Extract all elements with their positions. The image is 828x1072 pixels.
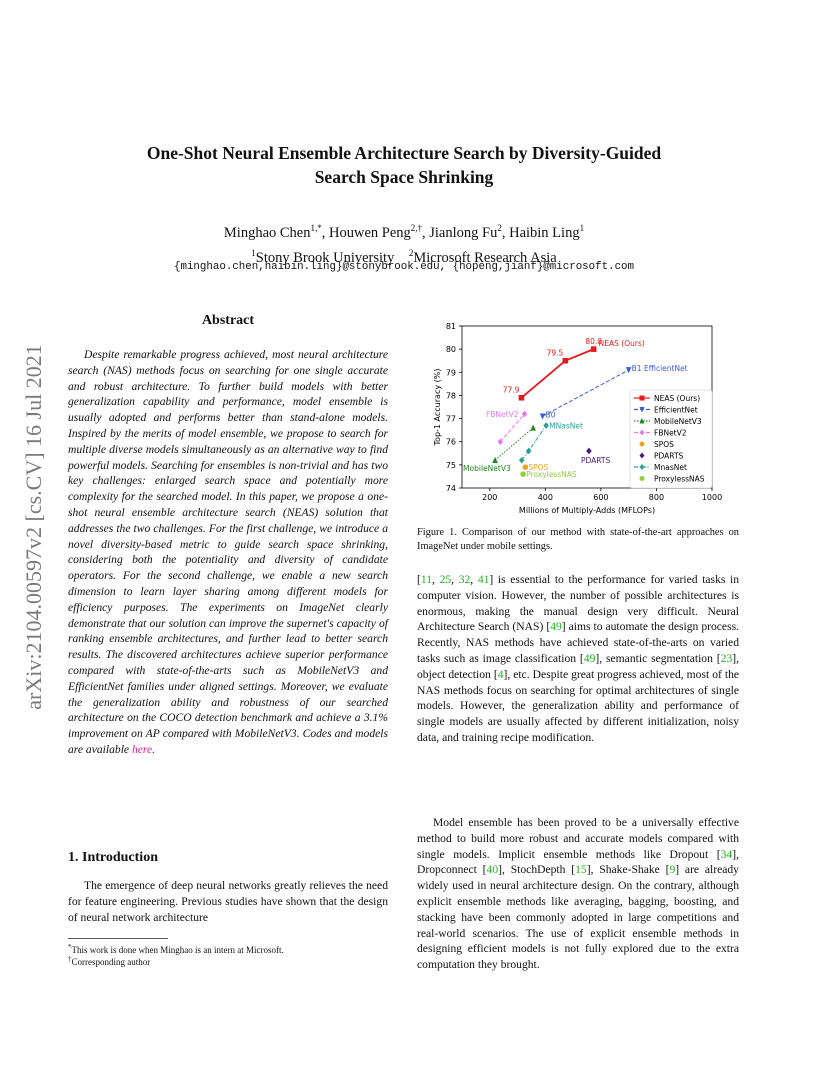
y-tick-label: 77 (445, 414, 456, 424)
series-end-label: NEAS (Ours) (598, 339, 645, 349)
citation[interactable]: 9 (669, 863, 676, 877)
x-tick-label: 800 (648, 493, 665, 502)
data-point (519, 395, 525, 401)
legend-label: SPOS (654, 439, 674, 449)
legend-marker (640, 442, 645, 447)
y-tick-label: 80 (445, 345, 456, 355)
footnote-text: Corresponding author (71, 957, 151, 967)
p2-t2: , Dropconnect (417, 847, 739, 877)
citation[interactable]: 15 (575, 863, 587, 877)
y-tick-label: 79 (445, 368, 456, 378)
author-sup: 1,* (310, 223, 322, 233)
series-line (522, 426, 546, 461)
citation[interactable]: 11 (420, 573, 433, 586)
citation[interactable]: 4 (497, 667, 504, 681)
data-label: ProxylessNAS (526, 470, 577, 480)
x-tick-label: 600 (593, 493, 609, 502)
data-label: 79.5 (546, 348, 564, 358)
data-point (626, 367, 632, 373)
legend-label: ProxylessNAS (654, 474, 705, 484)
code-link[interactable]: here (131, 742, 153, 756)
series-fbnetv2 (486, 410, 527, 445)
accuracy-vs-flops-plot (418, 316, 740, 516)
arxiv-id: arXiv:2104.00597v2 [cs.CV] 16 Jul 2021 (21, 344, 46, 710)
legend-label: FBNetV2 (654, 428, 687, 438)
x-tick-label: 1000 (701, 493, 723, 502)
author-name: Houwen Peng (329, 224, 411, 241)
y-axis-label: Top-1 Accuracy (%) (433, 368, 442, 446)
series-pdarts (581, 448, 611, 465)
y-tick-label: 78 (445, 391, 456, 401)
abstract-text: Despite remarkable progress achieved, most neural architecture search (NAS) methods focus on searching for one single accurate and robust architecture. To further build models with better generalization capability and performance, model ensemble is usually adopted and performs better than stand-alone models. Inspired by the merits of model ensemble, we propose to search for multiple diverse models simultaneously as an alternative way to find powerful models. Searching for ensembles is non-trivial and has two key challenges: enlarged search space and potentially more complexity for the searched model. In this paper, we propose a one-shot neural ensemble architecture search (NEAS) solution that addresses the two challenges. For the first challenge, we introduce a novel diversity-based metric to guide search space shrinking, considering both the potentiality and diversity of candidate operators. For the second challenge, we enable a new search dimension to learn layer sharing among different models for efficiency purposes. The experiments on ImageNet clearly demonstrate that our solution can improve the supernet's capacity of ranking ensemble architectures, and further lead to better search results. The discovered architectures achieve superior performance compared with state-of-the-arts such as MobileNetV3 and EfficientNet families under aligned settings. Moreover, we evaluate the generalization ability and robustness of our searched architecture on the COCO detection benchmark and achieve a 3.1% improvement on AP compared with MobileNetV3. Codes and models are available here. (68, 348, 388, 756)
p2-t3: , StochDepth (502, 863, 566, 877)
p2-t5: are already widely used in neural architecture design. On the contrary, although explicit ensemble methods like averaging, bagging, boosting, and stacking have been commonly adopted in large competitions and real-world scenarios. The use of explicit ensemble methods in designing efficient models is not fully explored due to the extra computation they brought. (417, 863, 739, 972)
footnote-sup: * (68, 943, 72, 951)
intro-text: The emergence of deep neural networks greatly relieves the need for feature engineering. Previous studies have shown that the design of neural network architecture (68, 879, 388, 924)
citation[interactable]: 23 (720, 651, 733, 665)
author-sup: 1 (579, 223, 585, 233)
p1-text4: , object detection (417, 651, 740, 681)
footnote-text: This work is done when Minghao is an intern at Microsoft. (71, 945, 284, 955)
affil-sup: 2 (408, 247, 414, 258)
series-mnasnet (519, 422, 583, 464)
data-label: SPOS (528, 463, 549, 473)
arxiv-watermark (14, 297, 54, 757)
legend-label: NEAS (Ours) (654, 393, 701, 403)
p1-text: is essential to the performance for varied tasks in computer vision. However, the number of possible architectures is enormous, making the manual design very difficult. Neural Architecture Search (NAS) (417, 573, 740, 634)
data-label: MNasNet (549, 421, 583, 431)
author-name: Haibin Ling (509, 224, 580, 241)
author-name: Jianlong Fu (429, 224, 498, 241)
data-point (492, 457, 498, 463)
author-emails: {minghao.chen,haibin.ling}@stonybrook.edu, {hopeng,jianf}@microsoft.com (173, 261, 635, 273)
x-tick-label: 200 (482, 493, 498, 502)
author-name: Minghao Chen (223, 224, 311, 241)
data-point (563, 358, 569, 364)
legend-marker (640, 396, 645, 401)
series-neas-ours- (503, 337, 645, 400)
y-tick-label: 75 (445, 460, 456, 470)
footnote-2 (68, 953, 150, 968)
legend-label: MobileNetV3 (654, 416, 702, 426)
citation[interactable]: 34 (720, 847, 733, 861)
data-label: MobileNetV3 (463, 464, 511, 474)
p2-t4: , Shake-Shake (590, 863, 660, 877)
legend-label: PDARTS (654, 451, 684, 461)
figure-caption: Figure 1. Comparison of our method with state-of-the-art approaches on ImageNet under mobile settings. (417, 527, 739, 552)
footnote-rule (68, 938, 168, 939)
affil-sup: 1 (251, 247, 256, 258)
affil-name: Stony Brook University (255, 249, 395, 266)
data-point (530, 425, 536, 431)
data-point (520, 471, 526, 477)
citation[interactable]: 32 (458, 573, 471, 586)
chart-legend (630, 390, 712, 488)
x-tick-label: 400 (537, 493, 553, 502)
intro-heading: 1. Introduction (68, 850, 158, 865)
y-tick-label: 74 (445, 484, 456, 493)
right-paragraph-2: Model ensemble has been proved to be a universally effective method to build more robust and accurate models compared with single models. Implicit ensemble methods like Dropout [34], Dropconnect [40], StochDepth [15], Shake-Shake [9] are already widely used in neural architecture design. On the contrary, although explicit ensemble methods like averaging, bagging, boosting, and stacking have been commonly adopted in large competitions and real-world scenarios. The use of explicit ensemble methods in designing efficient models is not fully explored due to the extra computation they brought. (417, 816, 739, 972)
p1-text5: , etc. Despite great progress achieved, most of the NAS methods focus on searching for optimal architectures of single models. However, the generalization ability and performance of single models are usually affected by different initialization, noisy data, and training recipe modification. (417, 667, 740, 744)
data-label: PDARTS (580, 455, 611, 465)
affil-name: Microsoft Research Asia (413, 249, 557, 266)
data-point (543, 422, 549, 429)
author-list: Minghao Chen$^{1,*}$, Houwen Peng$^{2,\dagger}$, Jianlong Fu$^2$, Haibin Ling$^1$ (223, 223, 585, 241)
citation[interactable]: 25 (439, 573, 452, 586)
citation[interactable]: 40 (486, 863, 499, 877)
title-line-2: Search Space Shrinking (314, 167, 494, 187)
p1-text3: , semantic segmentation (599, 651, 713, 665)
citation[interactable]: 49 (583, 651, 596, 665)
author-sup: 2,† (410, 223, 423, 233)
data-label: B1 EfficientNet (631, 363, 688, 373)
data-label: 77.9 (502, 385, 520, 395)
data-point (540, 413, 546, 419)
citation[interactable]: 41 (477, 573, 490, 586)
y-tick-label: 76 (445, 437, 456, 447)
legend-label: EfficientNet (654, 405, 698, 415)
p1-text2: aims to automate the design process. Recently, NAS methods have achieved state-of-the-arts on varied tasks such as image classification (417, 620, 739, 665)
footnote-sup: † (68, 955, 72, 963)
legend-marker (640, 476, 645, 481)
data-label: 80.0 (585, 337, 603, 347)
title-line-1: One-Shot Neural Ensemble Architecture Search by Diversity-Guided (146, 143, 662, 163)
abstract-body: Despite remarkable progress achieved, most neural architecture search (NAS) methods focus on searching for one single accurate and robust architecture. To further build models with better generalization capability and performance, model ensemble is usually adopted and performs better than stand-alone models. Inspired by the merits of model ensemble, we propose to search for multiple diverse models simultaneously as an alternative way to find powerful models. Searching for ensembles is non-trivial and has two key challenges: enlarged search space and potentially more complexity for the searched model. In this paper, we propose a one-shot neural ensemble architecture search (NEAS) solution that addresses the two challenges. For the first challenge, we introduce a novel diversity-based metric to guide search space shrinking, considering both the potentiality and diversity of candidate operators. For the second challenge, we enable a new search dimension to learn layer sharing among different models for efficiency purposes. The experiments on ImageNet clearly demonstrate that our solution can improve the supernet's capacity of ranking ensemble architectures, and further lead to better search results. The discovered architectures achieve superior performance compared with state-of-the-arts such as MobileNetV3 and EfficientNet families under aligned settings. Moreover, we evaluate the generalization ability and robustness of our searched architecture on the COCO detection benchmark and achieve a 3.1% improvement on AP compared with MobileNetV3. Codes and models are available (68, 348, 388, 756)
data-point (591, 346, 597, 352)
p2-t1: Model ensemble has been proved to be a universally effective method to build more robust and accurate models compared with single models. Implicit ensemble methods like Dropout (417, 816, 739, 861)
y-tick-label: 81 (445, 322, 456, 331)
figure-1-chart (418, 316, 740, 516)
author-sup: 2 (497, 223, 502, 233)
abstract-heading: Abstract (201, 313, 255, 328)
data-label: B0 (545, 410, 556, 420)
data-label: FBNetV2 (485, 409, 519, 419)
citation[interactable]: 49 (550, 620, 562, 634)
right-paragraph-1: [11, 25, 32, 41] is essential to the performance for varied tasks in computer vision. However, the number of possible architectures is enormous, making the manual design very difficult. Neural Architecture Search (NAS) [49] aims to automate the design process. Recently, NAS methods have achieved state-of-the-arts on varied tasks such as image classification [49], semantic segmentation [23], object detection [4], etc. Despite great progress achieved, most of the NAS methods focus on searching for optimal architectures of single models. However, the generalization ability and performance of single models are usually affected by different initialization, noisy data, and training recipe modification. (417, 573, 740, 744)
data-point (586, 448, 592, 455)
series-proxylessnas (520, 470, 577, 479)
x-axis-label: Millions of Multiply-Adds (MFLOPs) (518, 506, 656, 515)
paper-title (90, 141, 718, 189)
legend-label: MnasNet (654, 462, 687, 472)
